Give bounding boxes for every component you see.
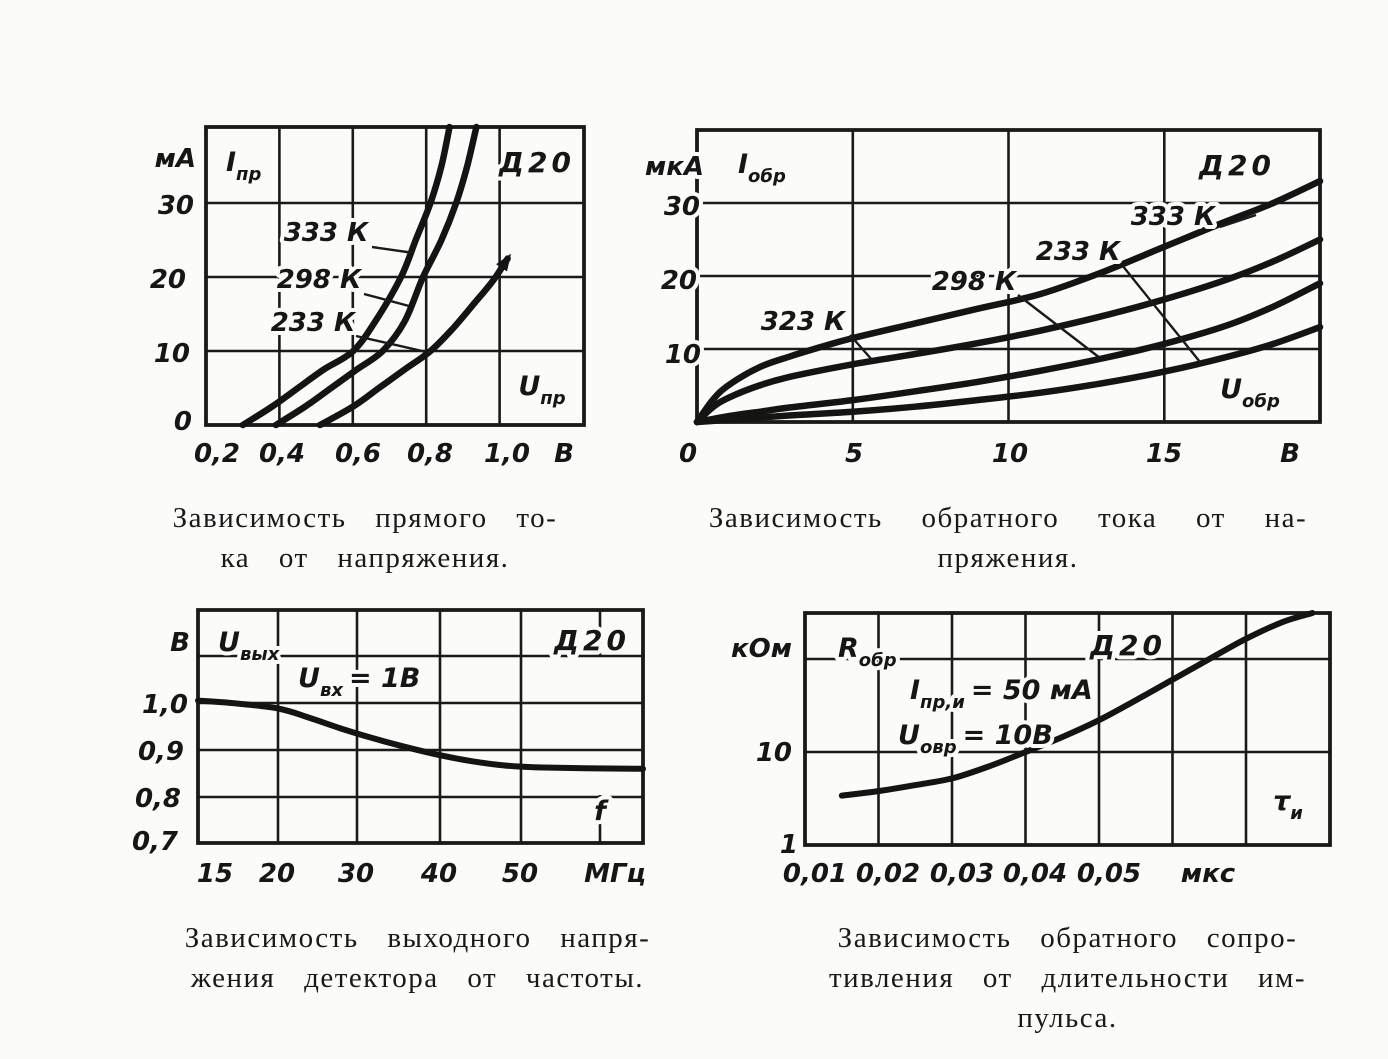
y-tick: 0 — [173, 407, 192, 437]
caption-line: Зависимость прямого то- — [172, 502, 558, 534]
x-tick: 1,0 — [483, 439, 531, 469]
grid — [805, 613, 1330, 845]
y-tick: 10 — [755, 738, 792, 768]
curve-label-233k: 233 К — [1035, 237, 1121, 267]
x-quantity-label: $U_{обр}$ — [1220, 374, 1280, 412]
chart-reverse-resistance — [730, 595, 1388, 910]
y-unit-label: В — [170, 628, 190, 658]
x-quantity-label: f — [594, 796, 606, 827]
y-unit-label: мА — [154, 144, 196, 174]
x-tick: 0,6 — [334, 439, 382, 469]
caption-line: пульса. — [1017, 1002, 1118, 1034]
curve-output-voltage — [198, 701, 643, 769]
x-tick: 0,01 — [782, 859, 848, 889]
x-tick: 0,05 — [1076, 859, 1142, 889]
y-unit-label: кОм — [730, 634, 792, 664]
pulse-current-annotation: $I_{пр,и} = 50$ мА — [910, 675, 1093, 713]
caption-line: Зависимость выходного напря- — [184, 922, 651, 954]
caption-line: Зависимость обратного тока от на- — [708, 502, 1308, 534]
x-tick: 0 — [678, 439, 698, 469]
x-tick: 0,4 — [258, 439, 306, 469]
device-badge: Д20 — [554, 624, 630, 657]
y-tick: 30 — [663, 192, 700, 222]
x-unit-label: мкс — [1180, 859, 1236, 889]
x-tick: 5 — [844, 439, 864, 469]
reverse-voltage-annotation: $U_{овр} = 10В$ — [898, 720, 1053, 758]
curve-label-333k: 333 К — [283, 218, 369, 248]
device-badge: Д20 — [1090, 629, 1166, 662]
caption-detector-output — [135, 918, 700, 998]
curve-label-233k: 233 К — [270, 308, 356, 338]
device-badge: Д20 — [1199, 149, 1275, 182]
x-tick: 0,8 — [406, 439, 454, 469]
y-tick: 20 — [660, 266, 697, 296]
chart-forward-current — [130, 115, 610, 480]
x-tick: 15 — [1145, 439, 1183, 469]
caption-reverse-current — [668, 498, 1348, 578]
y-tick: 0,9 — [137, 737, 184, 767]
y-tick: 10 — [153, 339, 190, 369]
y-tick: 0,8 — [134, 784, 181, 814]
chart-reverse-current — [640, 115, 1360, 480]
x-tick: 50 — [501, 859, 539, 889]
x-tick: 0,02 — [855, 859, 921, 889]
caption-line: жения детектора от частоты. — [190, 962, 645, 994]
caption-line: тивления от длительности им- — [828, 962, 1307, 994]
y-quantity-label: $U_{вых}$ — [218, 627, 280, 665]
device-badge: Д20 — [499, 146, 575, 179]
x-tick: 15 — [196, 859, 234, 889]
caption-reverse-resistance — [770, 918, 1365, 1038]
x-tick: 0,04 — [1002, 859, 1068, 889]
plot-border — [805, 613, 1330, 845]
x-tick: 40 — [420, 859, 458, 889]
x-tick: 30 — [337, 859, 375, 889]
y-tick: 0,7 — [131, 827, 178, 857]
y-tick: 30 — [157, 191, 194, 221]
chart-detector-output — [130, 595, 720, 910]
y-tick: 1,0 — [141, 690, 188, 720]
y-quantity-label: $I_{пр}$ — [226, 147, 262, 185]
x-unit-label: В — [554, 439, 574, 469]
x-unit-label: В — [1280, 439, 1300, 469]
curve-label-323k: 323 К — [760, 307, 846, 337]
caption-line: пряжения. — [937, 542, 1079, 574]
caption-line: Зависимость обратного сопро- — [837, 922, 1298, 954]
x-tick: 10 — [991, 439, 1029, 469]
y-tick: 20 — [149, 265, 186, 295]
x-quantity-label: $\tau_и$ — [1273, 786, 1303, 824]
y-unit-label: мкА — [644, 152, 704, 182]
y-quantity-label: $R_{обр}$ — [838, 633, 897, 671]
x-tick: 0,03 — [929, 859, 995, 889]
x-tick: 0,2 — [193, 439, 241, 469]
curve-label-333k: 333 К — [1130, 202, 1216, 232]
input-voltage-annotation: $U_{вх} = 1В$ — [298, 663, 421, 701]
curve-label-298k: 298 К — [931, 267, 1017, 297]
y-tick: 10 — [664, 340, 701, 370]
x-quantity-label: $U_{пр}$ — [518, 371, 566, 409]
y-tick: 1 — [779, 830, 798, 860]
x-tick: 20 — [258, 859, 296, 889]
curve-label-298k: 298 К — [276, 265, 362, 295]
caption-line: ка от напряжения. — [220, 542, 510, 574]
caption-forward-current — [140, 498, 590, 578]
x-unit-label: МГц — [584, 859, 646, 889]
y-quantity-label: $I_{обр}$ — [738, 149, 786, 187]
